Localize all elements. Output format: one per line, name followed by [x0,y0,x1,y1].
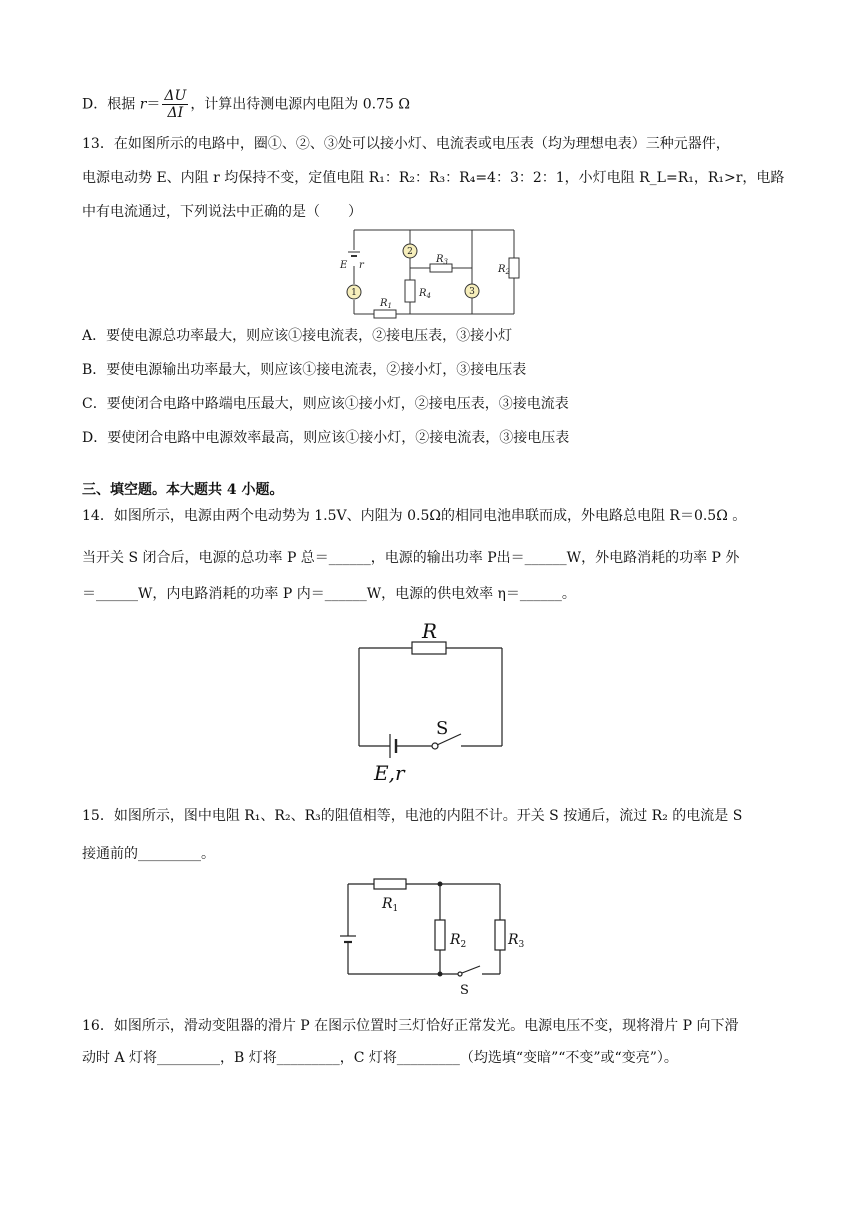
q16-line-2: 动时 A 灯将_________，B 灯将_________，C 灯将_________（均选填“变暗”“不变”或“变亮”）。 [82,1050,678,1066]
q13-source-r-label: r [359,260,364,271]
q14-line-3: ＝______W，内电路消耗的功率 P 内＝______W，电源的供电效率 η＝______。 [82,586,576,602]
q13-line-1: 13．在如图所示的电路中，圈①、②、③处可以接小灯、电流表或电压表（均为理想电表）三种元器件， [82,136,730,152]
q13-option-c: C．要使闭合电路中路端电压最大，则应该①接小灯，②接电压表，③接电流表 [82,396,569,412]
q12-d-prefix: D．根据 [82,96,140,113]
q12-d-var: r [139,96,147,113]
q14-line-2: 当开关 S 闭合后，电源的总功率 P 总＝______，电源的输出功率 P出＝______W，外电路消耗的功率 P 外 [82,550,740,566]
q13-option-d: D．要使闭合电路中电源效率最高，则应该①接小灯，②接电流表，③接电压表 [82,430,570,446]
q12-frac-num: ΔU [164,88,187,104]
section-3-title: 三、填空题。本大题共 4 小题。 [82,482,284,498]
q15-r2-label: $R_2$ [450,932,467,950]
q14-source-label: E,r [374,761,405,785]
q13-r2-label: $R_2$ [498,264,510,276]
q12-d-eq: ＝ [146,96,161,113]
q13-r3-label: $R_3$ [436,254,448,266]
q13-option-b: B．要使电源输出功率最大，则应该①接电流表，②接小灯，③接电压表 [82,362,527,378]
q12-frac-den: ΔI [167,105,184,121]
q12-option-d [82,88,410,121]
q13-r4-label: $R_4$ [419,288,431,300]
q13-line-3: 中有电流通过，下列说法中正确的是（ ） [82,204,362,220]
q13-circle-3-label: 3 [469,287,475,297]
q12-fraction [162,88,188,121]
q15-line-2: 接通前的_________。 [82,846,215,862]
q13-circle-1-label: 1 [351,288,357,298]
q14-r-label: R [422,619,438,643]
q12-d-suffix: ，计算出待测电源内电阻为 0.75 Ω [190,96,410,113]
q14-circuit-diagram [350,618,510,786]
q13-r1-label: $R_1$ [380,298,392,310]
q15-line-1: 15．如图所示，图中电阻 R₁、R₂、R₃的阻值相等，电池的内阻不计。开关 S 按通后，流过 R₂ 的电流是 S [82,808,743,824]
q14-line-1: 14．如图所示，电源由两个电动势为 1.5V、内阻为 0.5Ω的相同电池串联而成，外电路总电阻 R＝0.5Ω 。 [82,508,747,524]
q13-source-e-label: E [340,260,348,271]
q15-r1-label: $R_1$ [382,896,399,914]
q14-switch-label: S [436,718,449,739]
q13-circuit-diagram [338,222,528,322]
q15-switch-label: S [460,983,469,998]
q13-circle-2-label: 2 [407,247,413,257]
q13-option-a: A．要使电源总功率最大，则应该①接电流表，②接电压表，③接小灯 [82,328,513,344]
q13-line-2: 电源电动势 E、内阻 r 均保持不变，定值电阻 R₁：R₂：R₃：R₄=4：3：2：1，小灯电阻 R_L=R₁，R₁>r，电路 [82,170,785,186]
q15-circuit-diagram [336,872,532,1000]
q16-line-1: 16．如图所示，滑动变阻器的滑片 P 在图示位置时三灯恰好正常发光。电源电压不变，现将滑片 P 向下滑 [82,1018,739,1034]
q15-r3-label: $R_3$ [508,932,525,950]
